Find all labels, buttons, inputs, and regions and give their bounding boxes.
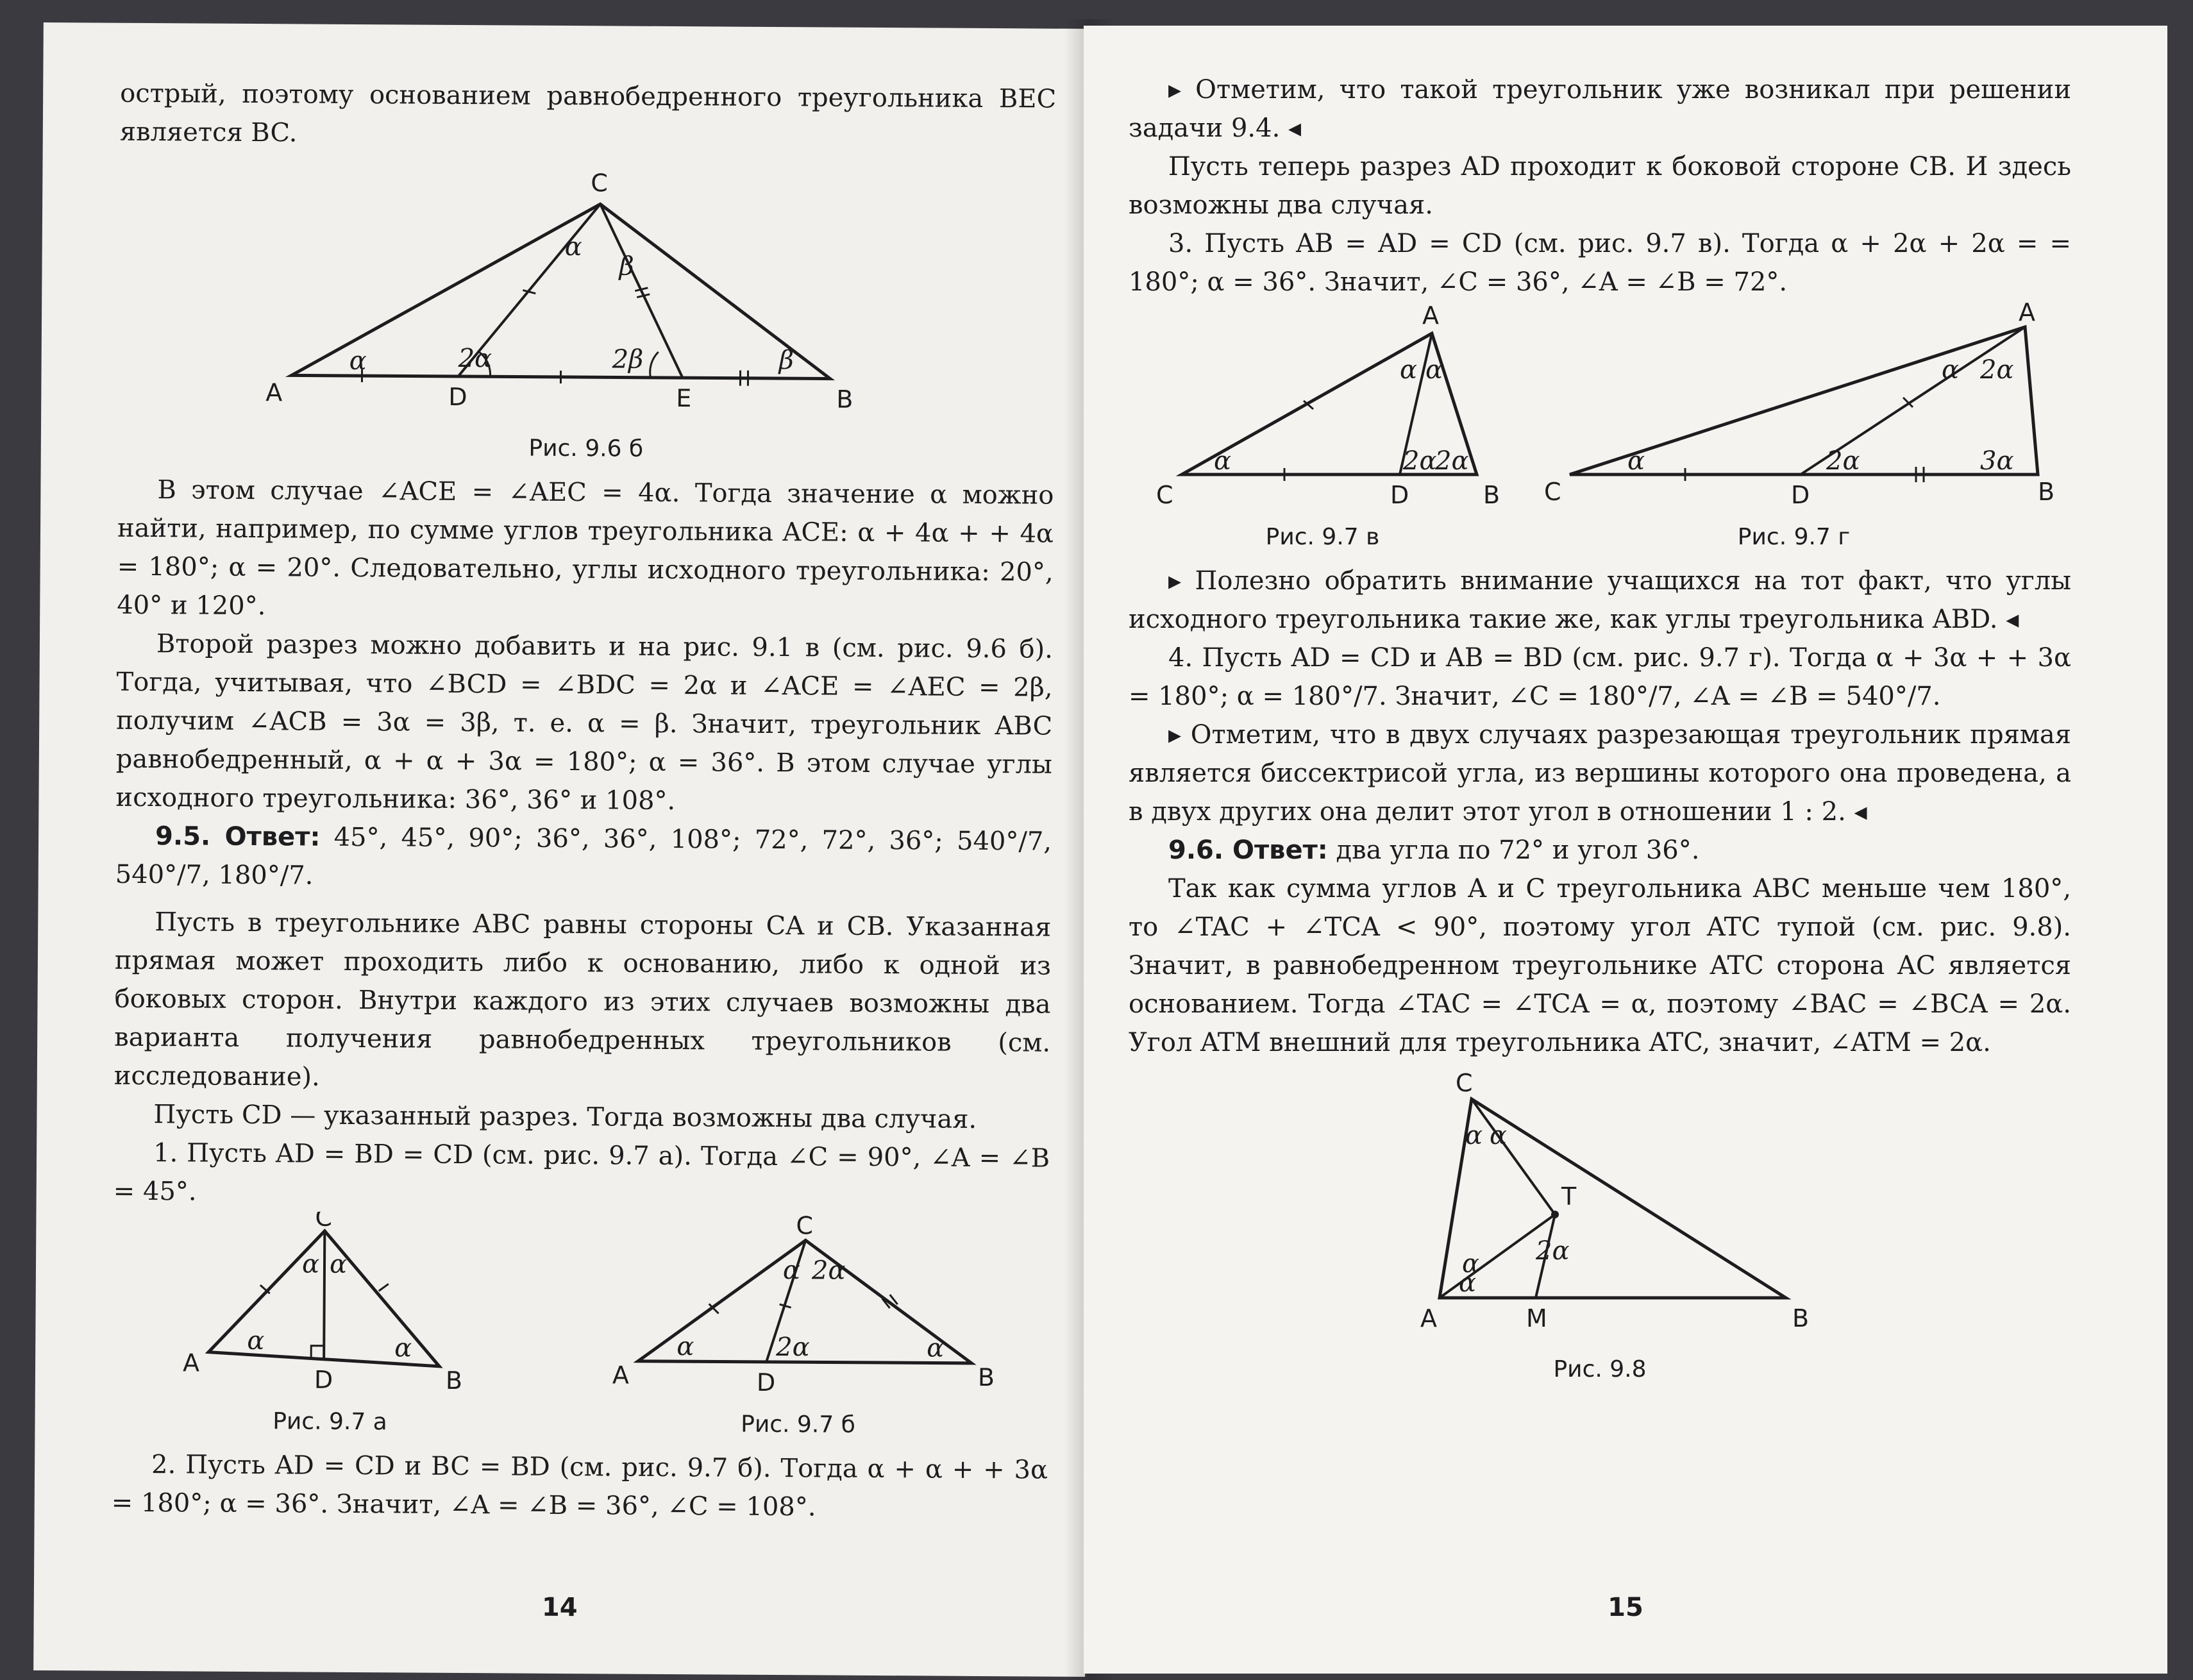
vertex-label-d: D [448, 382, 467, 412]
angle-label: 2α [1536, 1236, 1570, 1266]
paragraph: 4. Пусть AD = CD и AB = BD (см. рис. 9.7 г). Тогда α + 3α + + 3α = 180°; α = 180°/7. Значит, ∠C = 180°/7, ∠A = ∠B = 540°/7. [1129, 643, 2071, 711]
left-page [33, 22, 1095, 1677]
point-t [1551, 1211, 1559, 1218]
angle-label: α [676, 1332, 694, 1362]
angle-label: α [1941, 355, 1959, 385]
paragraph: 3. Пусть AB = AD = CD (см. рис. 9.7 в). Тогда α + 2α + 2α = = 180°; α = 36°. Значит, ∠C = 36°, ∠A = ∠B = 72°. [1129, 229, 2071, 297]
answer-text: два угла по 72° и угол 36°. [1336, 836, 1700, 865]
angle-label: α [564, 231, 582, 262]
angle-label: α [1459, 1268, 1477, 1298]
vertex-label-d: D [314, 1365, 333, 1394]
vertex-label-d: D [1790, 481, 1810, 509]
vertex-label-a: A [612, 1361, 630, 1390]
vertex-label-b: B [1792, 1304, 1810, 1332]
angle-label: α [329, 1249, 348, 1279]
vertex-label-a: A [1420, 1304, 1437, 1332]
vertex-label-t: T [1561, 1182, 1577, 1211]
angle-label: α [782, 1256, 801, 1286]
figure-9-7g [1531, 301, 2057, 519]
vertex-label-a: A [2018, 301, 2035, 326]
figure-caption: Рис. 9.7 б [741, 1411, 855, 1438]
paragraph: острый, поэтому основанием равнобедренного треугольника BEC является BC. [119, 78, 1057, 148]
angle-label: 2α [1979, 355, 2013, 385]
page-number: 14 [541, 1592, 578, 1623]
figure-caption: Рис. 9.7 в [1265, 524, 1380, 550]
figure-caption: Рис. 9.6 б [528, 435, 644, 462]
paragraph: Пусть теперь разрез AD проходит к боковой стороне CB. И здесь возможны два случая. [1129, 152, 2071, 220]
figure-9-8 [1375, 1067, 1824, 1349]
tick-mark [379, 1284, 389, 1291]
vertex-label-b: B [1483, 481, 1500, 509]
angle-label: 3α [1979, 446, 2013, 476]
vertex-label-b: B [836, 385, 853, 414]
paragraph: 1. Пусть AD = BD = CD (см. рис. 9.7 а). Тогда ∠C = 90°, ∠A = ∠B = 45°. [113, 1138, 1050, 1207]
paragraph: ▸ Отметим, что такой треугольник уже возникал при решении задачи 9.4. ◂ [1129, 75, 2071, 143]
vertex-label-a: A [182, 1348, 200, 1377]
angle-label: α [1399, 355, 1417, 385]
triangle-abc [292, 202, 832, 378]
angle-label: α [1462, 1249, 1480, 1279]
segment-ct [1472, 1099, 1555, 1214]
answer-text: 45°, 45°, 90°; 36°, 36°, 108°; 72°, 72°, 36°; 540°/7, 540°/7, 180°/7. [115, 822, 1052, 891]
angle-label: α [301, 1249, 320, 1279]
angle-label: α [1627, 446, 1645, 476]
figure-caption: Рис. 9.7 г [1737, 524, 1851, 550]
figure-9-7a [164, 1211, 498, 1405]
vertex-label-e: E [676, 384, 692, 413]
figure-9-7v [1143, 301, 1502, 519]
angle-label: 2α [1826, 446, 1860, 476]
angle-label: α [247, 1325, 265, 1356]
answer-9-5 [115, 817, 1052, 900]
answer-label: 9.5. Ответ: [155, 821, 321, 852]
vertex-label-a: A [265, 378, 283, 407]
vertex-label-b: B [2037, 478, 2054, 506]
angle-label: 2α [811, 1256, 846, 1286]
vertex-label-c: C [315, 1211, 333, 1232]
angle-label: α [1465, 1121, 1483, 1150]
right-angle-mark [311, 1346, 324, 1359]
vertex-label-c: C [1456, 1069, 1473, 1097]
angle-label: α [394, 1333, 412, 1363]
figure-9-7b [600, 1213, 998, 1408]
vertex-label-a: A [1422, 301, 1439, 330]
paragraph: В этом случае ∠ACE = ∠AEC = 4α. Тогда значение α можно найти, например, по сумме углов треугольника ACE: α + 4α + + 4α = 180°; α = 20°. Следовательно, углы исходного треугольника: 20°, 40° и 120°. [117, 475, 1054, 621]
angle-arc [650, 352, 659, 378]
paragraph: ▸ Отметим, что в двух случаях разрезающая треугольник прямая является биссектрисой угла, из вершины которого она проведена, а в двух других она делит этот угол в отношении 1 : 2. ◂ [1129, 720, 2071, 827]
paragraph: ▸ Полезно обратить внимание учащихся на тот факт, что углы исходного треугольника такие же, как углы треугольника ABD. ◂ [1129, 566, 2071, 634]
vertex-label-b: B [445, 1366, 463, 1395]
vertex-label-d: D [756, 1368, 776, 1397]
answer-label: 9.6. Ответ: [1168, 836, 1328, 865]
angle-label: 2α [458, 343, 492, 374]
figure-pair-9-7vg [1129, 301, 2071, 553]
page-number: 15 [1608, 1593, 1643, 1622]
paragraph: 2. Пусть AD = CD и BC = BD (см. рис. 9.7 б). Тогда α + α + + 3α = 180°; α = 36°. Значит, ∠A = ∠B = 36°, ∠C = 108°. [111, 1450, 1048, 1522]
angle-label: 2α [1434, 446, 1468, 476]
angle-label: β [778, 346, 794, 376]
angle-label: 2α [1402, 446, 1436, 476]
angle-label: α [1425, 355, 1443, 385]
figure-caption: Рис. 9.7 а [273, 1408, 387, 1436]
angle-label: α [1490, 1121, 1508, 1150]
angle-label: α [927, 1333, 945, 1363]
angle-label: 2α [776, 1332, 810, 1363]
paragraph: Так как сумма углов A и C треугольника ABC меньше чем 180°, то ∠TAC + ∠TCA < 90°, поэтому угол ATC тупой (см. рис. 9.8). Значит, в равнобедренном треугольнике ATC сторона AC является основанием. Тогда ∠TAC = ∠TCA = α, поэтому ∠BAC = ∠BCA = 2α. Угол ATM внешний для треугольника ATC, значит, ∠ATM = 2α. [1129, 874, 2071, 1057]
vertex-label-m: M [1526, 1304, 1547, 1332]
figure-pair-9-7ab [112, 1211, 1049, 1442]
vertex-label-c: C [591, 169, 609, 197]
vertex-label-b: B [977, 1363, 995, 1392]
angle-label: α [349, 346, 367, 376]
angle-label: α [1213, 446, 1231, 476]
figure-caption: Рис. 9.8 [1553, 1356, 1647, 1382]
vertex-label-c: C [1543, 478, 1561, 506]
vertex-label-d: D [1390, 481, 1409, 509]
figure-9-6b [176, 156, 998, 431]
vertex-label-c: C [796, 1213, 814, 1240]
vertex-label-c: C [1155, 481, 1173, 509]
paragraph: Пусть в треугольнике ABC равны стороны CA и CB. Указанная прямая может проходить либо к основанию, либо к одной из боковых сторон. Внутри каждого из этих случаев возможны два варианта получения равнобедренных треугольников (см. исследование). [113, 907, 1052, 1092]
paragraph: Второй разрез можно добавить и на рис. 9.1 в (см. рис. 9.6 б). Тогда, учитывая, что ∠BCD = ∠BDC = 2α и ∠ACE = ∠AEC = 2β, получим ∠ACB = 3α = 3β, т. е. α = β. Значит, треугольник ABC равнобедренный, α + α + 3α = 180°; α = 36°. В этом случае углы исходного треугольника: 36°, 36° и 108°. [115, 629, 1054, 816]
paragraph: Пусть CD — указанный разрез. Тогда возможны два случая. [153, 1100, 977, 1134]
angle-label: 2β [612, 344, 644, 374]
right-page [1084, 26, 2167, 1674]
angle-label: β [619, 251, 634, 281]
answer-9-6 [1129, 831, 2071, 869]
